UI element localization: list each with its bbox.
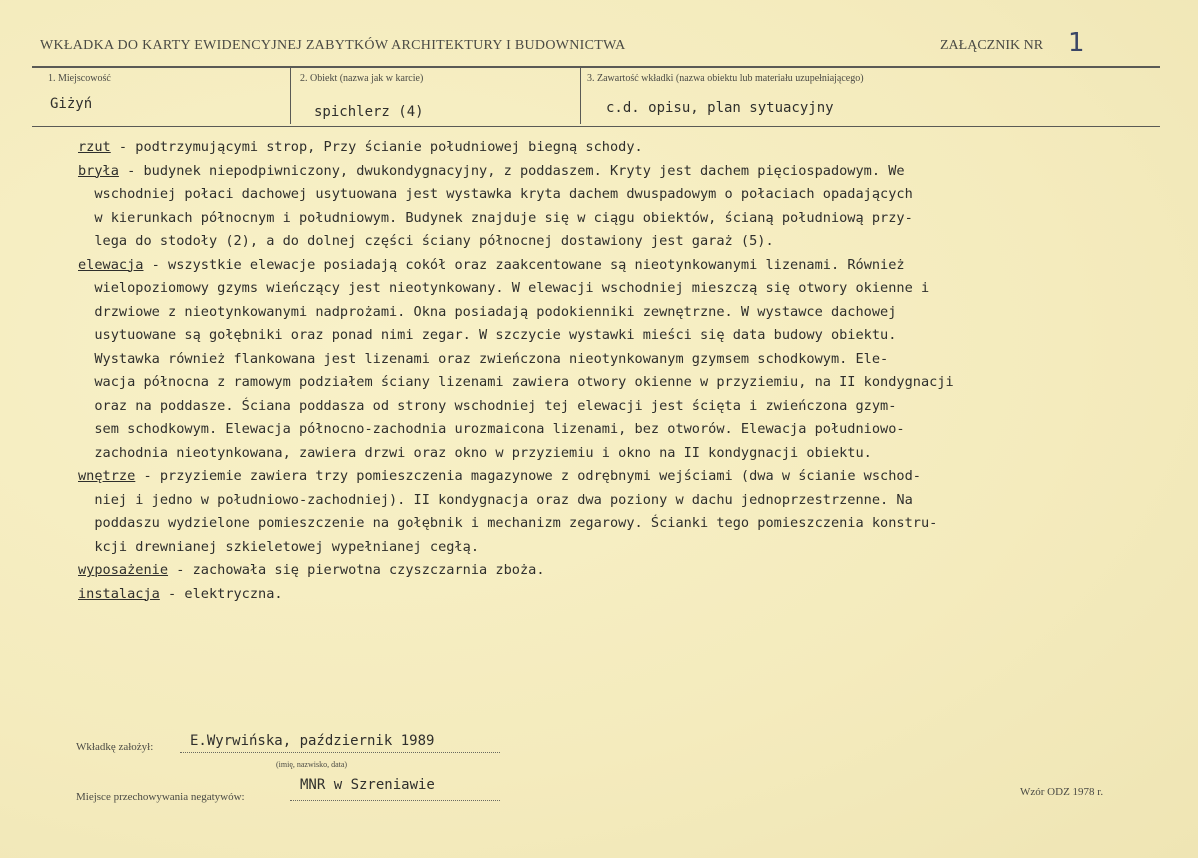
- section-wnetrze: [78, 465, 1158, 559]
- content-value: c.d. opisu, plan sytuacyjny: [606, 100, 834, 116]
- section-wyposazenie: [78, 559, 1158, 583]
- header-rule: [32, 66, 1160, 68]
- object-label: 2. Obiekt (nazwa jak w karcie): [300, 73, 424, 84]
- text-line: niej i jedno w południowo-zachodniej). II kondygnacja oraz dwa poziony w dachu jednoprzestrzenne. Na: [78, 491, 913, 508]
- storage-value: MNR w Szreniawie: [300, 777, 435, 793]
- description-body: [78, 136, 1158, 606]
- text-line: - zachowała się pierwotna czyszczarnia zboża.: [168, 562, 545, 578]
- section-key: rzut: [78, 139, 111, 155]
- text-line: poddaszu wydzielone pomieszczenie na gołębnik i mechanizm zegarowy. Ścianki tego pomieszczenia konstru-: [78, 515, 938, 531]
- created-value: E.Wyrwińska, październik 1989: [190, 733, 435, 749]
- text-line: drzwiowe z nieotynkowanymi nadprożami. Okna posiadają podokienniki zewnętrzne. W wystawce dachowej: [78, 303, 897, 320]
- section-key: wyposażenie: [78, 562, 169, 578]
- text-line: w kierunkach północnym i południowym. Budynek znajduje się w ciągu obiektów, ścianą południową przy-: [78, 209, 913, 226]
- section-elewacja: [78, 254, 1158, 466]
- form-label: Wzór ODZ 1978 r.: [1020, 786, 1104, 798]
- created-note: (imię, nazwisko, data): [276, 760, 348, 769]
- text-line: - przyziemie zawiera trzy pomieszczenia magazynowe z odrębnymi wejściami (dwa w ścianie wschod-: [135, 468, 921, 484]
- text-line: wschodniej połaci dachowej usytuowana jest wystawka kryta dachem dwuspadowym o połaciach opadających: [78, 186, 913, 202]
- section-bryla: [78, 160, 1158, 254]
- place-label: 1. Miejscowość: [48, 73, 111, 84]
- text-line: oraz na poddasze. Ściana poddasza od strony wschodniej tej elewacji jest ścięta i zwieńczona gzym-: [78, 397, 897, 414]
- text-line: sem schodkowym. Elewacja północno-zachodnia urozmaicona lizenami, bez otworów. Elewacja południowo-: [78, 421, 905, 437]
- card-title: WKŁADKA DO KARTY EWIDENCYJNEJ ZABYTKÓW ARCHITEKTURY I BUDOWNICTWA: [40, 38, 626, 53]
- text-line: wielopoziomowy gzyms wieńczący jest nieotynkowany. W elewacji wschodniej mieszczą się otwory okienne i: [78, 280, 930, 296]
- fields-rule: [32, 126, 1160, 127]
- section-key: instalacja: [78, 585, 160, 602]
- field-divider-1: [290, 68, 291, 124]
- text-line: kcji drewnianej szkieletowej wypełnianej cegłą.: [78, 538, 480, 555]
- storage-label: Miejsce przechowywania negatywów:: [76, 791, 245, 803]
- text-line: - podtrzymującymi strop, Przy ścianie południowej biegną schody.: [110, 139, 643, 155]
- text-line: zachodnia nieotynkowana, zawiera drzwi oraz okno w przyziemiu i okno na II kondygnacji obiektu.: [78, 444, 872, 461]
- field-divider-2: [580, 68, 581, 124]
- text-line: Wystawka również flankowana jest lizenami oraz zwieńczona nieotynkowanym gzymsem schodkowym. Ele-: [78, 350, 889, 367]
- created-label: Wkładkę założył:: [76, 741, 154, 753]
- text-line: - elektryczna.: [159, 585, 283, 602]
- storage-line: [290, 800, 500, 801]
- text-line: - wszystkie elewacje posiadają cokół oraz zaakcentowane są nieotynkowanymi lizenami. Również: [143, 256, 905, 273]
- object-value: spichlerz (4): [314, 104, 424, 120]
- text-line: lega do stodoły (2), a do dolnej części ściany północnej dostawiony jest garaż (5).: [78, 233, 774, 249]
- created-line: [180, 752, 500, 753]
- section-instalacja: [78, 583, 1158, 607]
- section-key: elewacja: [78, 256, 144, 273]
- text-line: wacja północna z ramowym podziałem ściany lizenami zawiera otwory okienne w przyziemiu, na II kondygnacji: [78, 374, 954, 390]
- section-key: wnętrze: [78, 468, 136, 484]
- place-value: Giżyń: [50, 96, 93, 112]
- text-line: - budynek niepodpiwniczony, dwukondygnacyjny, z poddaszem. Kryty jest dachem pięciospadowym. We: [118, 162, 905, 179]
- section-key: bryła: [78, 162, 119, 179]
- text-line: usytuowane są gołębniki oraz ponad nimi zegar. W szczycie wystawki mieści się data budowy obiektu.: [78, 327, 897, 343]
- content-label: 3. Zawartość wkładki (nazwa obiektu lub materiału uzupełniającego): [587, 73, 864, 84]
- section-rzut: [78, 136, 1158, 160]
- annex-label: ZAŁĄCZNIK NR: [940, 38, 1044, 53]
- annex-number: 1: [1068, 28, 1085, 58]
